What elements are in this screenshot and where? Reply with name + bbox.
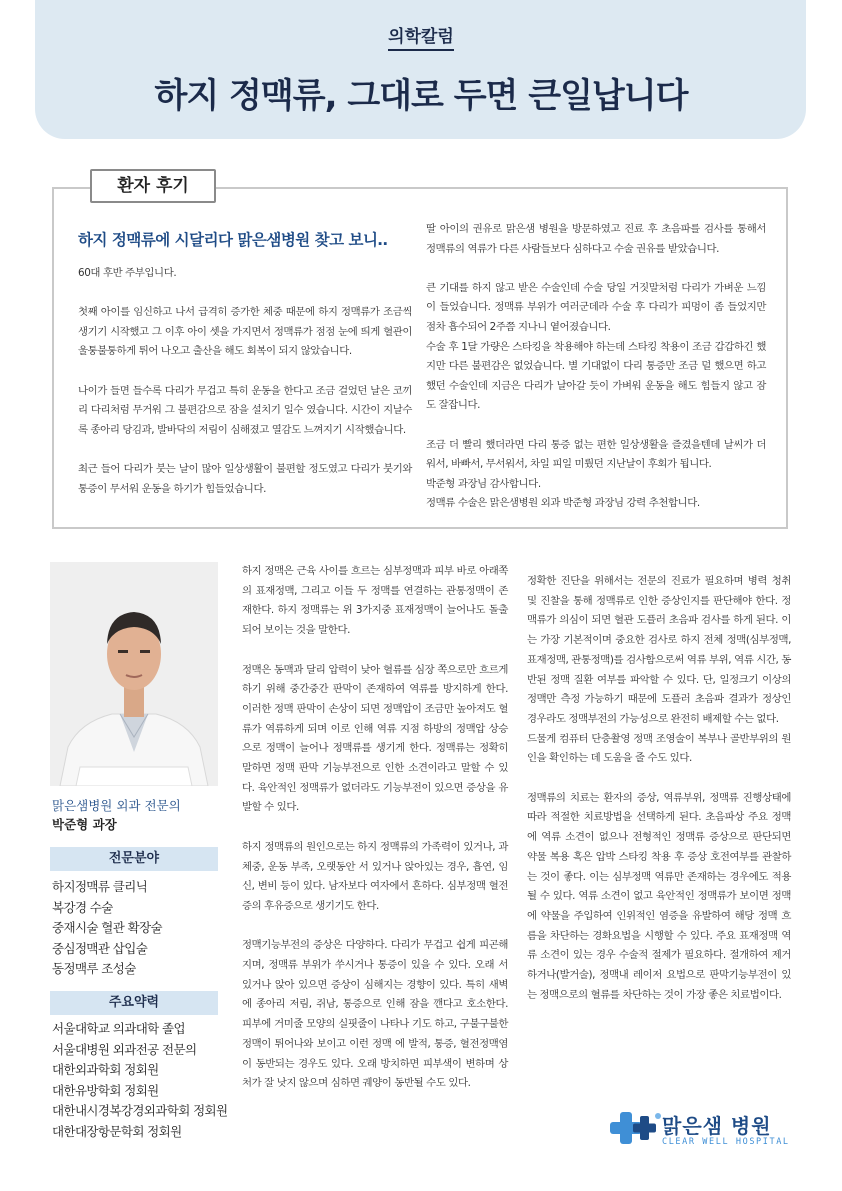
review-paragraph: 나이가 들면 들수록 다리가 무겁고 특히 운동을 한다고 조금 걸었던 날은 코끼리 다리처럼 무거워 그 불편감으로 잠을 설치기 일수 였습니다. 시간이 지날수록 종아리 당김과, 발바닥의 저림이 심해졌고 열감도 느껴지기 시작했습니다.: [78, 384, 412, 436]
logo-name: 맑은샘 병원: [662, 1114, 772, 1138]
doctor-photo: [50, 562, 218, 786]
specialty-list: [52, 877, 232, 980]
doctor-title: 맑은샘병원 외과 전문의: [52, 798, 181, 813]
list-item: 대한유방학회 정회원: [52, 1082, 159, 1098]
doctor-name: 박준형 과장: [52, 817, 117, 832]
article-column-2: [242, 562, 508, 1114]
review-heading: 하지 정맥류에 시달리다 맑은샘병원 찾고 보니‥: [78, 231, 388, 249]
article-column-3: [527, 572, 791, 1025]
review-paragraph: 첫째 아이를 임신하고 나서 급격히 증가한 체중 때문에 하지 정맥류가 조금씩 생기기 시작했고 그 이후 아이 셋을 가지면서 정맥류가 점점 눈에 띄게 혈관이 울퉁불퉁하게 튀어 나오고 출산을 해도 회복이 되지 않았습니다.: [78, 306, 412, 358]
logo-cross-icon: [610, 1108, 662, 1148]
article-paragraph: 정맥기능부전의 증상은 다양하다. 다리가 무겁고 쉽게 피곤해지며, 정맥류 부위가 쑤시거나 통증이 있을 수 있다. 오래 서 있거나 앉아 있으면 증상이 심해지는 경향이 있다. 특히 새벽에 종아리 저림, 쥐남, 통증으로 인해 잠을 깬다고 호소한다. 피부에 거미줄 모양의 실핏줄이 나타나 기도 하고, 구불구불한 정맥이 튀어나와 보이고 이런 정맥 에 발적, 통증, 혈전정맥염이 동반되는 경우도 있다. 오래 방치하면 피부색이 변하며 상처가 잘 낫지 않으며 심하면 궤양이 동반될 수도 있다.: [242, 939, 508, 1090]
list-item: 서울대병원 외과전공 전문의: [52, 1041, 197, 1057]
article-paragraph: 정확한 진단을 위해서는 전문의 진료가 필요하며 병력 청취 및 진찰을 통해 정맥류로 인한 증상인지를 판단해야 한다. 정맥류가 의심이 되면 혈관 도플러 초음파 검사를 하게 된다. 이는 가장 기본적이며 중요한 검사로 하지 전체 정맥(심부정맥, 표재정맥, 관통정맥)를 검사함으로써 역류 부위, 역류 시간, 동반된 정맥 질환 여부를 파악할 수 있다. 단, 일정크기 이상의 정맥만 측정 가능하기 때문에 도플러 초음파 결과가 정상인 경우라도 정맥부전의 가능성으로 완전히 배제할 수는 없다. 드물게 컴퓨터 단층촬영 정맥 조영술이 복부나 골반부위의 원인을 확인하는 데 도움을 줄 수도 있다.: [527, 575, 791, 765]
list-item: 하지정맥류 클리닉: [52, 879, 148, 894]
list-item: 대한내시경복강경외과학회 정회원: [52, 1103, 228, 1118]
review-tab: 환자 후기: [90, 169, 216, 203]
list-item: 중재시술 혈관 확장술: [52, 920, 163, 935]
list-item: 대한외과학회 정회원: [52, 1062, 159, 1077]
article-paragraph: 정맥은 동맥과 달리 압력이 낮아 혈류를 심장 쪽으로만 흐르게 하기 위해 중간중간 판막이 존재하여 역류를 방지하게 한다. 이러한 정맥 판막이 손상이 되면 정맥압이 조금만 높아져도 혈류가 역류하게 되며 이로 인해 역류 지점 하방의 정맥압 상승으로 정맥이 늘어나 정맥류를 생기게 한다. 정맥류는 정확히 말하면 정맥 판막 기능부전으로 인한 소견이라고 말할 수 있다. 육안적인 정맥류가 없더라도 기능부전이 있으면 증상을 유발할 수 있다.: [242, 663, 508, 814]
column-category: 의학칼럼: [0, 22, 842, 47]
career-list: [52, 1019, 232, 1142]
review-left-column: [78, 264, 412, 519]
logo-english: CLEAR WELL HOSPITAL: [662, 1137, 790, 1147]
list-item: 중심정맥관 삽입술: [52, 940, 148, 956]
list-item: 동정맥루 조성술: [52, 961, 136, 976]
review-paragraph: 최근 들어 다리가 붓는 날이 많아 일상생활이 불편할 정도였고 다리가 붓기와 통증이 무서워 운동을 하기가 힘들었습니다.: [78, 462, 412, 495]
article-paragraph: 하지 정맥류의 원인으로는 하지 정맥류의 가족력이 있거나, 과체중, 운동 부족, 오랫동안 서 있거나 앉아있는 경우, 흡연, 임신, 변비 등이 있다. 남자보다 여자에서 흔하다. 심부정맥 혈전증의 후유증으로 생기기도 한다.: [242, 840, 508, 912]
article-paragraph: 정맥류의 치료는 환자의 증상, 역류부위, 정맥류 진행상태에 따라 적절한 치료방법을 선택하게 된다. 초음파상 주요 정맥에 역류 소견이 없으나 전형적인 정맥류 증상으로 판단되면 약물 복용 혹은 압박 스타킹 착용 후 증상 호전여부를 관찰하는 것이 좋다. 이는 심부정맥 역류만 존재하는 경우에도 적용될 수 있다. 역류 소견이 없고 육안적인 정맥류가 보이면 정맥에 약물을 주입하여 인위적인 염증을 유발하여 해당 정맥 흐름을 차단하는 경화요법을 시행할 수 있다. 주요 표재정맥 역류 소견이 있는 경우 수술적 절제가 필요하다. 절개하여 제거하거나(발거술), 정맥내 레이저 요법으로 판막기능부전이 있는 정맥으로의 혈류를 차단하는 것이 가장 좋은 치료법이다.: [527, 791, 791, 1001]
specialty-heading: 전문분야: [50, 847, 218, 871]
review-paragraph: 60대 후반 주부입니다.: [78, 267, 177, 279]
list-item: 대한대장항문학회 정회원: [52, 1123, 182, 1139]
review-paragraph: 조금 더 빨리 했더라면 다리 통증 없는 편한 일상생활을 즐겼을텐데 날씨가 더워서, 바빠서, 무서워서, 차일 피일 미뤘던 지난날이 후회가 됩니다. 박준형 과장님 감사합니다. 정맥류 수술은 맑은샘병원 외과 박준형 과장님 강력 추천합니다.: [426, 438, 766, 510]
career-heading: 주요약력: [50, 991, 218, 1015]
review-paragraph: 딸 아이의 권유로 맑은샘 병원을 방문하였고 진료 후 초음파를 검사를 통해서 정맥류의 역류가 다른 사람들보다 심하다고 수술 권유를 받았습니다.: [426, 223, 766, 255]
review-paragraph: 큰 기대를 하지 않고 받은 수술인데 수술 당일 거짓말처럼 다리가 가벼운 느낌이 들었습니다. 정맥류 부위가 여러군데라 수술 후 다리가 피멍이 좀 들었지만 점차 흡수되어 2주쯤 지나니 옅어졌습니다. 수술 후 1달 가량은 스타킹을 착용해야 하는데 스타킹 착용이 조금 갑갑하긴 했지만 다른 불편감은 없었습니다. 별 기대없이 다리 통증만 조금 덜 했으면 하고 했던 수술인데 지금은 다리가 날아갈 듯이 가벼워 운동을 해도 힘들지 않고 잠도 잘잡니다.: [426, 281, 766, 412]
review-right-column: [426, 220, 766, 534]
list-item: 복강경 수술: [52, 899, 113, 915]
list-item: 서울대학교 의과대학 졸업: [52, 1021, 185, 1036]
article-paragraph: 하지 정맥은 근육 사이를 흐르는 심부정맥과 피부 바로 아래쪽의 표재정맥, 그리고 이들 두 정맥를 연결하는 관통정맥이 존재한다. 하지 정맥류는 위 3가지중 표재정맥이 늘어나도 돌출되어 보이는 것을 말한다.: [242, 565, 508, 637]
page-title: 하지 정맥류, 그대로 두면 큰일납니다: [154, 76, 688, 116]
